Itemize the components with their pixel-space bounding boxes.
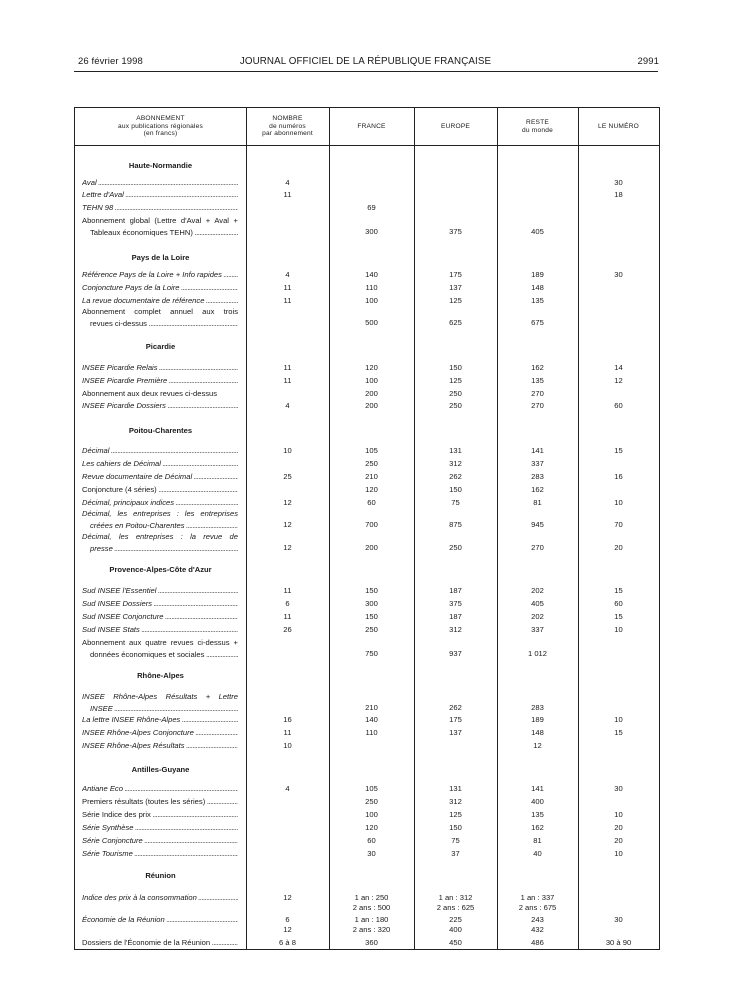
publication-label (82, 727, 238, 739)
price-per-issue: 10 (614, 810, 623, 819)
price-france: 700 (365, 520, 378, 529)
price-rest-of-world: 135 (531, 296, 544, 305)
publication-name-cont: presse ..... (82, 543, 238, 555)
price-per-issue: 10 (614, 715, 623, 724)
price-france: 120 (365, 485, 378, 494)
issues-count: 4 (285, 178, 290, 187)
price-france: 250 (365, 797, 378, 806)
issues-count: 4 (285, 784, 290, 793)
publication-label (82, 740, 238, 752)
price-france: 210 (365, 703, 378, 712)
section-title: Poitou-Charentes (128, 426, 193, 435)
section-title: Réunion (145, 871, 176, 880)
page-number: 2991 (637, 56, 659, 67)
price-europe: 450 (449, 938, 462, 947)
section-title: Haute-Normandie (128, 161, 193, 170)
publication-name: Décimal, les entreprises : les entreprises (82, 509, 238, 518)
price-europe: 125 (449, 376, 462, 385)
price-france: 250 (365, 459, 378, 468)
publication-label (82, 202, 238, 214)
publication-label (82, 445, 238, 457)
publication-name: Décimal, principaux indices ..... (82, 497, 238, 509)
price-per-issue: 12 (614, 376, 623, 385)
publication-name: Économie de la Réunion ..... (82, 914, 238, 926)
issues-count: 11 (283, 363, 292, 372)
publication-name: Décimal, les entreprises : la revue de (82, 532, 238, 541)
price-rest-of-world: 141 (531, 784, 544, 793)
price-europe: 625 (449, 318, 462, 327)
publication-label (82, 471, 238, 483)
issues-count: 12 (283, 498, 292, 507)
issues-count: 11 (283, 376, 292, 385)
price-france: 360 (365, 938, 378, 947)
col-header-le-numero: LE NUMÉRO (597, 122, 639, 130)
price-rest-of-world: 270 (531, 389, 544, 398)
publication-label (82, 306, 238, 329)
publication-name: Abonnement aux quatre revues ci-dessus + (82, 638, 238, 647)
publication-label (82, 484, 238, 496)
publication-label (82, 295, 238, 307)
publication-name-cont: revues ci-dessus ..... (82, 318, 238, 330)
price-per-issue: 10 (614, 625, 623, 634)
price-europe: 250 (449, 543, 462, 552)
price-europe: 175 (449, 715, 462, 724)
price-france: 140 (365, 715, 378, 724)
price-per-issue: 15 (614, 446, 623, 455)
publication-name: Abonnement global (Lettre d'Aval + Aval + (82, 216, 238, 225)
publication-name: La lettre INSEE Rhône-Alpes ..... (82, 714, 238, 726)
price-france: 1 an : 250 2 ans : 500 (352, 893, 391, 912)
publication-name: INSEE Picardie Première ..... (82, 375, 238, 387)
publication-label (82, 458, 238, 470)
price-europe: 250 (449, 389, 462, 398)
publication-label (82, 914, 238, 926)
publication-label (82, 585, 238, 597)
price-france: 60 (367, 836, 376, 845)
price-europe: 225 400 (449, 915, 462, 934)
price-europe: 875 (449, 520, 462, 529)
price-france: 300 (365, 227, 378, 236)
price-per-issue: 30 (614, 915, 623, 924)
price-europe: 125 (449, 296, 462, 305)
publication-label (82, 375, 238, 387)
price-europe: 312 (449, 625, 462, 634)
publication-label (82, 848, 238, 860)
price-rest-of-world: 135 (531, 376, 544, 385)
price-rest-of-world: 270 (531, 401, 544, 410)
price-france: 250 (365, 625, 378, 634)
publication-label (82, 400, 238, 412)
header-rule (74, 71, 658, 72)
price-europe: 150 (449, 485, 462, 494)
price-rest-of-world: 283 (531, 472, 544, 481)
issues-count: 6 12 (283, 915, 292, 934)
price-france: 200 (365, 401, 378, 410)
publication-name: TEHN 98 ..... (82, 202, 238, 214)
price-per-issue: 20 (614, 823, 623, 832)
publication-name: Lettre d'Aval ..... (82, 189, 238, 201)
publication-label (82, 388, 238, 400)
price-rest-of-world: 270 (531, 543, 544, 552)
price-per-issue: 15 (614, 728, 623, 737)
price-rest-of-world: 283 (531, 703, 544, 712)
price-rest-of-world: 148 (531, 728, 544, 737)
price-rest-of-world: 162 (531, 363, 544, 372)
publication-name: Sud INSEE Dossiers ..... (82, 598, 238, 610)
price-rest-of-world: 405 (531, 599, 544, 608)
price-europe: 131 (449, 784, 462, 793)
subscription-table (74, 107, 660, 950)
publication-name: Conjoncture Pays de la Loire ..... (82, 282, 238, 294)
price-rest-of-world: 1 012 (527, 649, 547, 658)
publication-name: INSEE Rhône-Alpes Résultats ..... (82, 740, 238, 752)
publication-label (82, 892, 238, 904)
price-per-issue: 18 (614, 190, 623, 199)
publication-label (82, 637, 238, 660)
publication-label (82, 189, 238, 201)
price-europe: 150 (449, 363, 462, 372)
price-europe: 312 (449, 459, 462, 468)
issues-count: 25 (283, 472, 292, 481)
publication-name: Abonnement aux deux revues ci-dessus (82, 389, 218, 398)
publication-name: Indice des prix à la consommation ..... (82, 892, 238, 904)
issues-count: 10 (283, 741, 292, 750)
price-europe: 75 (451, 498, 460, 507)
price-per-issue: 20 (614, 836, 623, 845)
publication-name: Premiers résultats (toutes les séries) ..... (82, 796, 238, 808)
price-rest-of-world: 189 (531, 270, 544, 279)
price-per-issue: 10 (614, 849, 623, 858)
price-france: 1 an : 180 2 ans : 320 (352, 915, 391, 934)
price-france: 105 (365, 446, 378, 455)
issues-count: 10 (283, 446, 292, 455)
issues-count: 11 (283, 190, 292, 199)
price-france: 500 (365, 318, 378, 327)
price-france: 110 (365, 728, 378, 737)
price-per-issue: 16 (614, 472, 623, 481)
price-france: 100 (365, 810, 378, 819)
section-title: Antilles-Guyane (131, 765, 190, 774)
publication-name: Série Conjoncture ..... (82, 835, 238, 847)
publication-label (82, 508, 238, 531)
price-france: 105 (365, 784, 378, 793)
price-per-issue: 15 (614, 586, 623, 595)
price-per-issue: 10 (614, 498, 623, 507)
publication-name: INSEE Rhône-Alpes Conjoncture ..... (82, 727, 238, 739)
price-rest-of-world: 162 (531, 823, 544, 832)
publication-label (82, 177, 238, 189)
publication-name-cont: INSEE ..... (82, 703, 238, 715)
price-europe: 137 (449, 283, 462, 292)
price-europe: 37 (451, 849, 460, 858)
price-europe: 150 (449, 823, 462, 832)
price-rest-of-world: 40 (533, 849, 542, 858)
publication-name: La revue documentaire de référence ..... (82, 295, 238, 307)
publication-name: Aval ..... (82, 177, 238, 189)
price-per-issue: 14 (614, 363, 623, 372)
price-rest-of-world: 486 (531, 938, 544, 947)
publication-label (82, 362, 238, 374)
issues-count: 12 (283, 543, 292, 552)
price-europe: 131 (449, 446, 462, 455)
publication-label (82, 937, 238, 949)
issues-count: 6 (285, 599, 290, 608)
price-europe: 937 (449, 649, 462, 658)
publication-name: Dossiers de l'Économie de la Réunion ..... (82, 937, 238, 949)
issues-count: 6 à 8 (279, 938, 296, 947)
issues-count: 4 (285, 401, 290, 410)
price-rest-of-world: 945 (531, 520, 544, 529)
col-header-abonnement: ABONNEMENT aux publications régionales (en francs) (118, 115, 203, 138)
price-france: 200 (365, 543, 378, 552)
section-title: Pays de la Loire (131, 253, 190, 262)
publication-name: INSEE Picardie Dossiers ..... (82, 400, 238, 412)
price-europe: 375 (449, 599, 462, 608)
publication-label (82, 822, 238, 834)
publication-label (82, 282, 238, 294)
publication-label (82, 714, 238, 726)
issues-count: 11 (283, 612, 292, 621)
price-rest-of-world: 135 (531, 810, 544, 819)
col-header-reste-du-monde: RESTE du monde (522, 119, 553, 134)
price-france: 100 (365, 376, 378, 385)
price-per-issue: 20 (614, 543, 623, 552)
header-date: 26 février 1998 (78, 56, 143, 67)
publication-label (82, 497, 238, 509)
price-europe: 75 (451, 836, 460, 845)
price-per-issue: 30 (614, 270, 623, 279)
publication-label (82, 269, 238, 281)
price-rest-of-world: 405 (531, 227, 544, 236)
price-rest-of-world: 81 (533, 836, 542, 845)
publication-label (82, 215, 238, 238)
price-europe: 262 (449, 472, 462, 481)
price-europe: 375 (449, 227, 462, 236)
publication-label (82, 796, 238, 808)
issues-count: 11 (283, 728, 292, 737)
issues-count: 12 (283, 893, 292, 902)
publication-label (82, 835, 238, 847)
price-france: 150 (365, 586, 378, 595)
section-title: Provence-Alpes-Côte d'Azur (109, 565, 212, 574)
price-france: 110 (365, 283, 378, 292)
publication-name: Sud INSEE l'Essentiel ..... (82, 585, 238, 597)
publication-name: INSEE Picardie Relais ..... (82, 362, 238, 374)
publication-name: Antiane Eco ..... (82, 783, 238, 795)
price-rest-of-world: 12 (533, 741, 542, 750)
publication-name: Sud INSEE Conjoncture ..... (82, 611, 238, 623)
price-rest-of-world: 243 432 (531, 915, 544, 934)
issues-count: 11 (283, 296, 292, 305)
price-per-issue: 60 (614, 599, 623, 608)
price-france: 210 (365, 472, 378, 481)
price-france: 750 (365, 649, 378, 658)
issues-count: 26 (283, 625, 292, 634)
price-rest-of-world: 81 (533, 498, 542, 507)
price-per-issue: 30 (614, 784, 623, 793)
price-europe: 187 (449, 612, 462, 621)
price-rest-of-world: 189 (531, 715, 544, 724)
issues-count: 11 (283, 283, 292, 292)
section-title: Rhône-Alpes (137, 671, 184, 680)
publication-name: Abonnement complet annuel aux trois (82, 307, 238, 316)
publication-name: Décimal ..... (82, 445, 238, 457)
issues-count: 11 (283, 586, 292, 595)
price-france: 140 (365, 270, 378, 279)
price-rest-of-world: 148 (531, 283, 544, 292)
price-europe: 312 (449, 797, 462, 806)
price-europe: 1 an : 312 2 ans : 625 (436, 893, 475, 912)
publication-name: Série Indice des prix ..... (82, 809, 238, 821)
publication-label (82, 531, 238, 554)
price-europe: 125 (449, 810, 462, 819)
col-header-nombre: NOMBRE de numéros par abonnement (262, 115, 313, 138)
price-france: 69 (367, 203, 376, 212)
publication-name-cont: créées en Poitou-Charentes ..... (82, 520, 238, 532)
publication-name: Série Tourisme ..... (82, 848, 238, 860)
price-rest-of-world: 141 (531, 446, 544, 455)
publication-label (82, 598, 238, 610)
publication-label (82, 809, 238, 821)
price-france: 100 (365, 296, 378, 305)
price-france: 150 (365, 612, 378, 621)
issues-count: 4 (285, 270, 290, 279)
price-rest-of-world: 675 (531, 318, 544, 327)
price-europe: 175 (449, 270, 462, 279)
publication-name-cont: Tableaux économiques TEHN) ..... (82, 227, 238, 239)
publication-name: Référence Pays de la Loire + Info rapides ..... (82, 269, 238, 281)
publication-name: Sud INSEE Stats ..... (82, 624, 238, 636)
price-france: 30 (367, 849, 376, 858)
price-france: 200 (365, 389, 378, 398)
publication-name: INSEE Rhône-Alpes Résultats + Lettre (82, 692, 238, 701)
issues-count: 12 (283, 520, 292, 529)
price-europe: 262 (449, 703, 462, 712)
journal-title: JOURNAL OFFICIEL DE LA RÉPUBLIQUE FRANÇAISE (239, 56, 492, 67)
price-france: 60 (367, 498, 376, 507)
price-europe: 187 (449, 586, 462, 595)
price-europe: 250 (449, 401, 462, 410)
price-france: 120 (365, 363, 378, 372)
price-per-issue: 60 (614, 401, 623, 410)
price-per-issue: 15 (614, 612, 623, 621)
publication-name: Revue documentaire de Décimal ..... (82, 471, 238, 483)
publication-label (82, 611, 238, 623)
price-per-issue: 30 à 90 (605, 938, 632, 947)
price-rest-of-world: 1 an : 337 2 ans : 675 (518, 893, 557, 912)
col-header-europe: EUROPE (440, 122, 471, 130)
issues-count: 16 (283, 715, 292, 724)
price-france: 300 (365, 599, 378, 608)
col-header-france: FRANCE (357, 122, 386, 130)
publication-name: Les cahiers de Décimal ..... (82, 458, 238, 470)
price-rest-of-world: 162 (531, 485, 544, 494)
publication-label (82, 624, 238, 636)
price-per-issue: 70 (614, 520, 623, 529)
publication-name: Conjoncture (4 séries) ..... (82, 484, 238, 496)
publication-name-cont: données économiques et sociales ..... (82, 649, 238, 661)
price-rest-of-world: 400 (531, 797, 544, 806)
publication-label (82, 691, 238, 714)
publication-name: Série Synthèse ..... (82, 822, 238, 834)
price-europe: 137 (449, 728, 462, 737)
header-row-rule (75, 145, 659, 146)
price-rest-of-world: 337 (531, 459, 544, 468)
price-rest-of-world: 202 (531, 586, 544, 595)
price-rest-of-world: 202 (531, 612, 544, 621)
price-per-issue: 30 (614, 178, 623, 187)
price-france: 120 (365, 823, 378, 832)
section-title: Picardie (145, 342, 176, 351)
price-rest-of-world: 337 (531, 625, 544, 634)
publication-label (82, 783, 238, 795)
